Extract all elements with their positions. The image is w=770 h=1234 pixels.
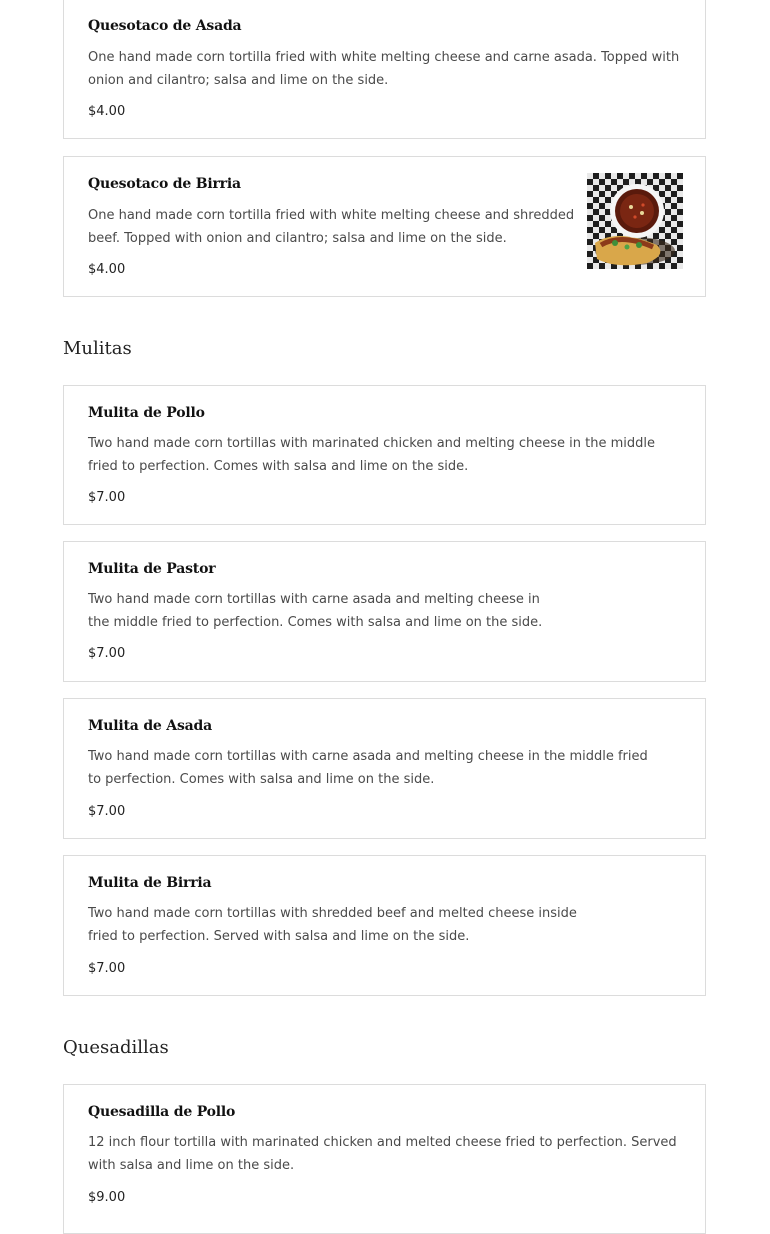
menu-item-description: 12 inch flour tortilla with marinated chicken and melted cheese fried to perfection. Served with salsa and lime on the side. [88,1135,677,1173]
menu-item-description: One hand made corn tortilla fried with white melting cheese and carne asada. Topped with onion and cilantro; salsa and lime on the side. [88,50,680,88]
menu-item-description: One hand made corn tortilla fried with white melting cheese and shredded beef. Topped with onion and cilantro; salsa and lime on the side. [88,208,575,246]
menu-item-description: Two hand made corn tortillas with carne asada and melting cheese in the middle fried to perfection. Comes with salsa and lime on the side. [88,749,648,787]
menu-item-card[interactable] [63,855,706,996]
menu-item-price: $4.00 [88,262,126,277]
menu-item-description: Two hand made corn tortillas with marinated chicken and melting cheese in the middle fried to perfection. Comes with salsa and lime on the side. [88,436,656,474]
menu-item-description: Two hand made corn tortillas with carne asada and melting cheese in the middle fried to perfection. Comes with salsa and lime on the side. [88,592,543,630]
menu-item-card[interactable] [63,698,706,839]
menu-item-card[interactable] [63,0,706,139]
menu-item-price: $7.00 [88,646,126,661]
menu-item-name: Quesadilla de Pollo [88,1104,236,1120]
birria-tacos-image [587,173,683,269]
menu-item-card[interactable] [63,1084,706,1234]
menu-item-price: $9.00 [88,1190,126,1205]
section-heading: Mulitas [63,338,132,359]
menu-item-description: Two hand made corn tortillas with shredded beef and melted cheese inside fried to perfection. Served with salsa and lime on the side. [88,906,577,944]
menu-item-price: $7.00 [88,961,126,976]
menu-item-price: $7.00 [88,490,126,505]
menu-item-name: Quesotaco de Birria [88,176,241,192]
menu-item-price: $4.00 [88,104,126,119]
section-heading: Quesadillas [63,1037,169,1058]
menu-item-photo[interactable] [587,173,683,269]
menu-item-card[interactable] [63,385,706,525]
menu-item-price: $7.00 [88,804,126,819]
menu-item-name: Mulita de Pastor [88,561,216,577]
menu-item-name: Mulita de Birria [88,875,212,891]
menu-item-name: Quesotaco de Asada [88,18,242,34]
menu-item-name: Mulita de Asada [88,718,212,734]
menu-item-name: Mulita de Pollo [88,405,205,421]
menu-item-card[interactable] [63,541,706,682]
menu-item-card[interactable] [63,156,706,297]
